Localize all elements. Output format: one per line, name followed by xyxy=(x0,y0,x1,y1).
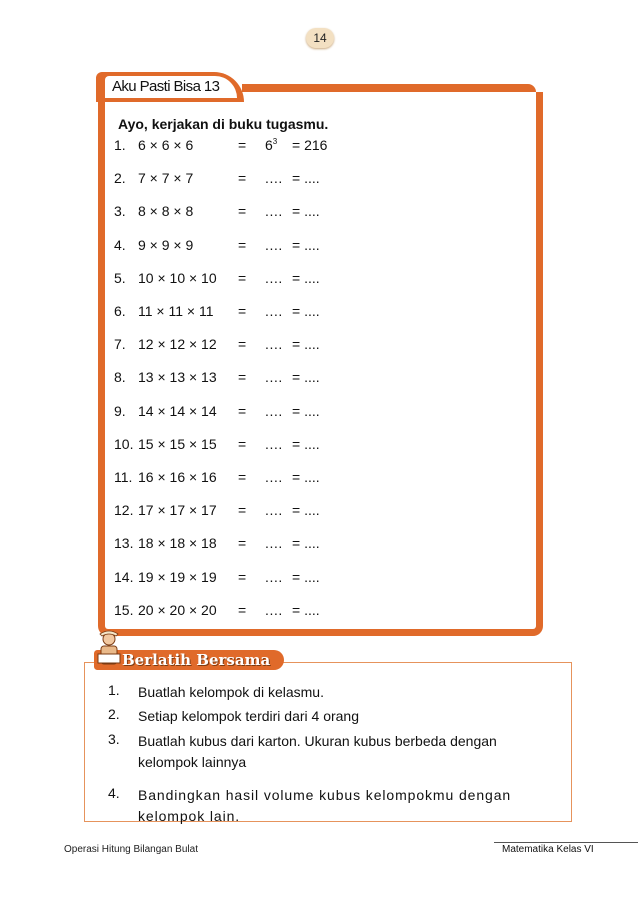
row-result: = .... xyxy=(292,436,320,452)
exercise-row xyxy=(0,270,638,290)
row-power-blank: .… xyxy=(265,602,283,618)
row-power xyxy=(265,137,277,153)
row-equals: = xyxy=(238,469,247,485)
row-result: = .... xyxy=(292,303,320,319)
row-expression: 16 × 16 × 16 xyxy=(138,469,217,485)
exercise-row xyxy=(0,203,638,223)
row-number: 1. xyxy=(114,137,126,153)
row-result: = .... xyxy=(292,535,320,551)
row-equals: = xyxy=(238,436,247,452)
row-number: 3. xyxy=(114,203,126,219)
exercise-row xyxy=(0,602,638,622)
row-number: 6. xyxy=(114,303,126,319)
row-result: = .... xyxy=(292,203,320,219)
row-number: 9. xyxy=(114,403,126,419)
row-power-blank: .… xyxy=(265,469,283,485)
row-expression: 15 × 15 × 15 xyxy=(138,436,217,452)
activity-item-text: Setiap kelompok terdiri dari 4 orang xyxy=(138,708,360,724)
row-number: 2. xyxy=(114,170,126,186)
row-expression: 19 × 19 × 19 xyxy=(138,569,217,585)
row-power-blank: .… xyxy=(265,535,283,551)
exercise-row xyxy=(0,336,638,356)
power-base: 6 xyxy=(265,137,273,153)
row-result: = .... xyxy=(292,569,320,585)
row-equals: = xyxy=(238,369,247,385)
row-expression: 11 × 11 × 11 xyxy=(138,303,214,319)
row-equals: = xyxy=(238,137,247,153)
activity-item-number: 3. xyxy=(108,731,120,747)
power-exponent: 3 xyxy=(272,137,278,146)
row-expression: 9 × 9 × 9 xyxy=(138,237,194,253)
reading-figure-icon xyxy=(96,630,122,670)
row-equals: = xyxy=(238,569,247,585)
exercise-row xyxy=(0,403,638,423)
row-equals: = xyxy=(238,602,247,618)
footer-book: Matematika Kelas VI xyxy=(502,844,594,855)
row-number: 4. xyxy=(114,237,126,253)
row-power-blank: .… xyxy=(265,403,283,419)
row-result: = .... xyxy=(292,502,320,518)
row-expression: 10 × 10 × 10 xyxy=(138,270,217,286)
row-number: 15. xyxy=(114,602,134,618)
row-power-blank: .… xyxy=(265,203,283,219)
row-expression: 8 × 8 × 8 xyxy=(138,203,194,219)
row-power-blank: .… xyxy=(265,270,283,286)
row-power-blank: .… xyxy=(265,569,283,585)
row-power-blank: .… xyxy=(265,502,283,518)
row-equals: = xyxy=(238,403,247,419)
row-number: 11. xyxy=(114,469,133,485)
row-result: = .... xyxy=(292,369,320,385)
row-result: = .... xyxy=(292,270,320,286)
page-number: 14 xyxy=(306,28,334,48)
exercise-row xyxy=(0,369,638,389)
row-number: 7. xyxy=(114,336,126,352)
row-power-blank: .… xyxy=(265,369,283,385)
row-expression: 6 × 6 × 6 xyxy=(138,137,194,153)
row-expression: 7 × 7 × 7 xyxy=(138,170,194,186)
exercise-row xyxy=(0,170,638,190)
row-equals: = xyxy=(238,203,247,219)
exercise-instruction: Ayo, kerjakan di buku tugasmu. xyxy=(118,116,329,132)
row-result: = .... xyxy=(292,336,320,352)
exercise-box-top-border xyxy=(242,84,536,92)
activity-item-number: 4. xyxy=(108,785,120,801)
row-number: 14. xyxy=(114,569,134,585)
row-expression: 14 × 14 × 14 xyxy=(138,403,217,419)
row-power-blank: .… xyxy=(265,336,283,352)
row-expression: 13 × 13 × 13 xyxy=(138,369,217,385)
row-expression: 20 × 20 × 20 xyxy=(138,602,217,618)
exercise-row xyxy=(0,137,638,157)
row-number: 13. xyxy=(114,535,134,551)
row-expression: 18 × 18 × 18 xyxy=(138,535,217,551)
exercise-row xyxy=(0,237,638,257)
row-number: 5. xyxy=(114,270,126,286)
exercise-row xyxy=(0,569,638,589)
row-result: = 216 xyxy=(292,137,328,153)
row-power-blank: .… xyxy=(265,303,283,319)
row-expression: 12 × 12 × 12 xyxy=(138,336,217,352)
row-power-blank: .… xyxy=(265,237,283,253)
row-expression: 17 × 17 × 17 xyxy=(138,502,217,518)
row-equals: = xyxy=(238,502,247,518)
activity-item-text: Buatlah kelompok di kelasmu. xyxy=(138,684,324,700)
footer-chapter: Operasi Hitung Bilangan Bulat xyxy=(64,844,198,855)
activity-item-text: Buatlah kubus dari karton. Ukuran kubus berbeda dengan kelompok lainnya xyxy=(138,733,497,770)
footer-book-box xyxy=(494,842,638,856)
exercise-row xyxy=(0,469,638,489)
row-equals: = xyxy=(238,535,247,551)
row-equals: = xyxy=(238,237,247,253)
row-result: = .... xyxy=(292,237,320,253)
row-power-blank: .… xyxy=(265,170,283,186)
row-result: = .... xyxy=(292,170,320,186)
exercise-row xyxy=(0,502,638,522)
activity-title: Berlatih Bersama xyxy=(122,651,271,669)
row-number: 12. xyxy=(114,502,134,518)
row-equals: = xyxy=(238,270,247,286)
row-equals: = xyxy=(238,303,247,319)
row-result: = .... xyxy=(292,469,320,485)
row-number: 8. xyxy=(114,369,126,385)
exercise-title: Aku Pasti Bisa 13 xyxy=(105,76,237,98)
exercise-row xyxy=(0,436,638,456)
activity-item-number: 2. xyxy=(108,706,120,722)
row-equals: = xyxy=(238,170,247,186)
row-result: = .... xyxy=(292,403,320,419)
exercise-row xyxy=(0,303,638,323)
row-result: = .... xyxy=(292,602,320,618)
row-power-blank: .… xyxy=(265,436,283,452)
activity-item-text: Bandingkan hasil volume kubus kelompokmu dengan kelompok lain. xyxy=(138,787,512,824)
exercise-row xyxy=(0,535,638,555)
row-equals: = xyxy=(238,336,247,352)
activity-item-number: 1. xyxy=(108,682,120,698)
row-number: 10. xyxy=(114,436,134,452)
